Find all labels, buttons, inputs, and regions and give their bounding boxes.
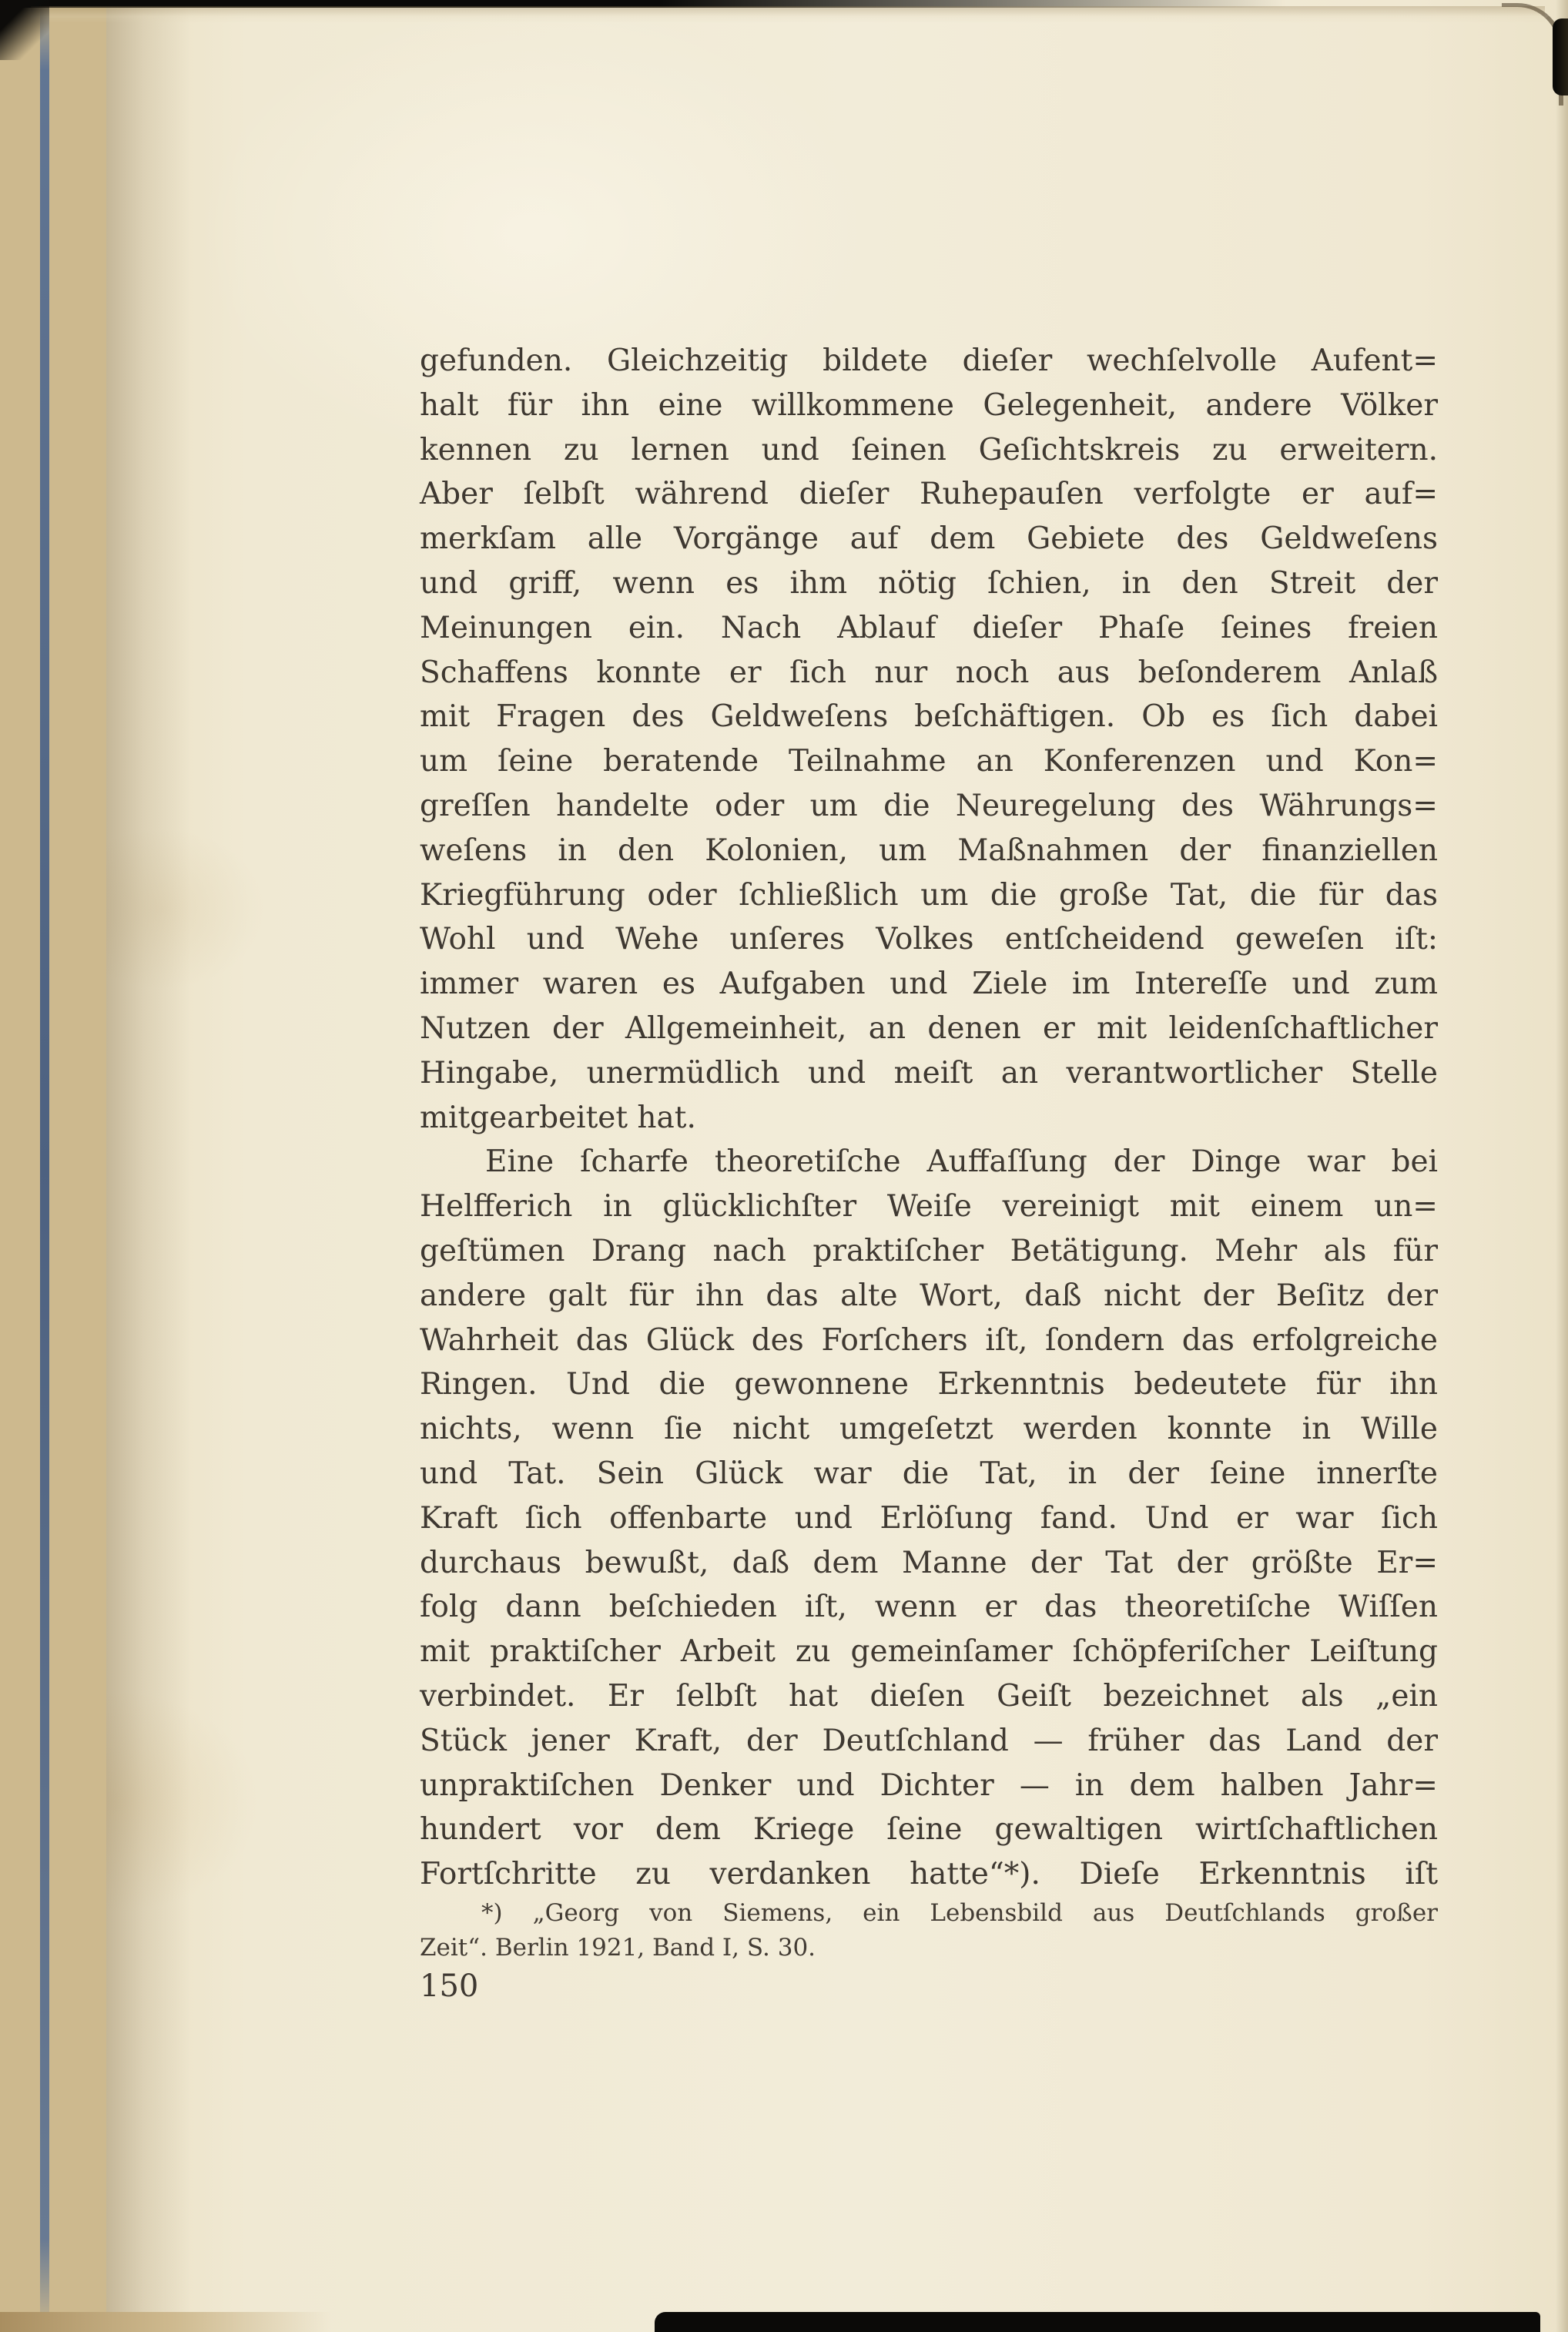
footnote-line: *) „Georg von Siemens, ein Lebensbild aus Deutſchlands großer bbox=[481, 1899, 1438, 1927]
scan-corner-top-left bbox=[0, 0, 49, 60]
text-line: Schaffens konnte er ſich nur noch aus beſonderem Anlaß bbox=[420, 655, 1438, 690]
text-line: Eine ſcharfe theoretiſche Auffaſſung der Dinge war bei bbox=[485, 1144, 1438, 1180]
text-line: unpraktiſchen Denker und Dichter — in dem halben Jahr= bbox=[420, 1767, 1438, 1803]
text-line: merkſam alle Vorgänge auf dem Gebiete des Geldweſens bbox=[420, 521, 1438, 557]
blue-edge-stripe bbox=[40, 0, 49, 2332]
text-line: mit praktiſcher Arbeit zu gemeinſamer ſchöpferiſcher Leiſtung bbox=[420, 1634, 1438, 1670]
scan-bottom-edge bbox=[655, 2312, 1540, 2332]
bottom-page-edges bbox=[0, 2312, 331, 2332]
text-line: Kriegführung oder ſchließlich um die große Tat, die für das bbox=[420, 877, 1438, 913]
page-number: 150 bbox=[420, 1968, 479, 2004]
text-line: um ſeine beratende Teilnahme an Konferenzen und Kon= bbox=[420, 744, 1438, 779]
text-line: Kraft ſich offenbarte und Erlöſung fand. Und er war ſich bbox=[420, 1500, 1438, 1536]
text-line: halt für ihn eine willkommene Gelegenheit, andere Völker bbox=[420, 387, 1438, 423]
text-line: Fortſchritte zu verdanken hatte“*). Dieſe Erkenntnis iſt bbox=[420, 1857, 1438, 1892]
gutter-shadow bbox=[106, 0, 191, 2332]
text-line: Aber ſelbſt während dieſer Ruhepauſen verfolgte er auf= bbox=[420, 477, 1438, 512]
text-line: gefunden. Gleichzeitig bildete dieſer wechſelvolle Aufent= bbox=[420, 343, 1438, 378]
text-line: hundert vor dem Kriege ſeine gewaltigen wirtſchaftlichen bbox=[420, 1812, 1438, 1848]
text-line: Wohl und Wehe unſeres Volkes entſcheidend geweſen iſt: bbox=[420, 922, 1438, 957]
footnote-line: Zeit“. Berlin 1921, Band I, S. 30. bbox=[420, 1934, 816, 1962]
text-line: andere galt für ihn das alte Wort, daß nicht der Beſitz der bbox=[420, 1278, 1438, 1313]
text-line: mitgearbeitet hat. bbox=[420, 1100, 696, 1135]
book-page-edges bbox=[0, 0, 106, 2332]
text-line: kennen zu lernen und ſeinen Geſichtskreis zu erweitern. bbox=[420, 432, 1438, 467]
text-line: mit Fragen des Geldweſens beſchäftigen. Ob es ſich dabei bbox=[420, 699, 1438, 735]
text-line: immer waren es Aufgaben und Ziele im Intereſſe und zum bbox=[420, 967, 1438, 1002]
text-line: folg dann beſchieden iſt, wenn er das theoretiſche Wiſſen bbox=[420, 1590, 1438, 1625]
text-line: Wahrheit das Glück des Forſchers iſt, ſondern das erfolgreiche bbox=[420, 1322, 1438, 1358]
text-line: Meinungen ein. Nach Ablauf dieſer Phaſe ſeines freien bbox=[420, 610, 1438, 645]
text-line: nichts, wenn ſie nicht umgeſetzt werden konnte in Wille bbox=[420, 1412, 1438, 1447]
text-line: Ringen. Und die gewonnene Erkenntnis bedeutete für ihn bbox=[420, 1367, 1438, 1402]
text-line: Stück jener Kraft, der Deutſchland — früher das Land der bbox=[420, 1723, 1438, 1758]
text-line: geſtümen Drang nach praktiſcher Betätigung. Mehr als für bbox=[420, 1233, 1438, 1268]
footnote bbox=[420, 1896, 1438, 1965]
top-page-edge bbox=[31, 6, 1545, 23]
text-line: Nutzen der Allgemeinheit, an denen er mit leidenſchaftlicher bbox=[420, 1010, 1438, 1046]
text-line: und griff, wenn es ihm nötig ſchien, in den Streit der bbox=[420, 565, 1438, 601]
right-edge-shadow bbox=[1556, 0, 1568, 2332]
text-line: und Tat. Sein Glück war die Tat, in der ſeine innerſte bbox=[420, 1456, 1438, 1491]
body-text bbox=[420, 339, 1438, 1897]
text-line: weſens in den Kolonien, um Maßnahmen der finanziellen bbox=[420, 833, 1438, 868]
text-line: verbindet. Er ſelbſt hat dieſen Geiſt bezeichnet als „ein bbox=[420, 1678, 1438, 1714]
text-line: Helfferich in glücklichſter Weiſe vereinigt mit einem un= bbox=[420, 1189, 1438, 1225]
text-line: Hingabe, unermüdlich und meiſt an verantwortlicher Stelle bbox=[420, 1055, 1438, 1091]
text-line: greſſen handelte oder um die Neuregelung des Währungs= bbox=[420, 788, 1438, 823]
text-line: durchaus bewußt, daß dem Manne der Tat der größte Er= bbox=[420, 1545, 1438, 1580]
